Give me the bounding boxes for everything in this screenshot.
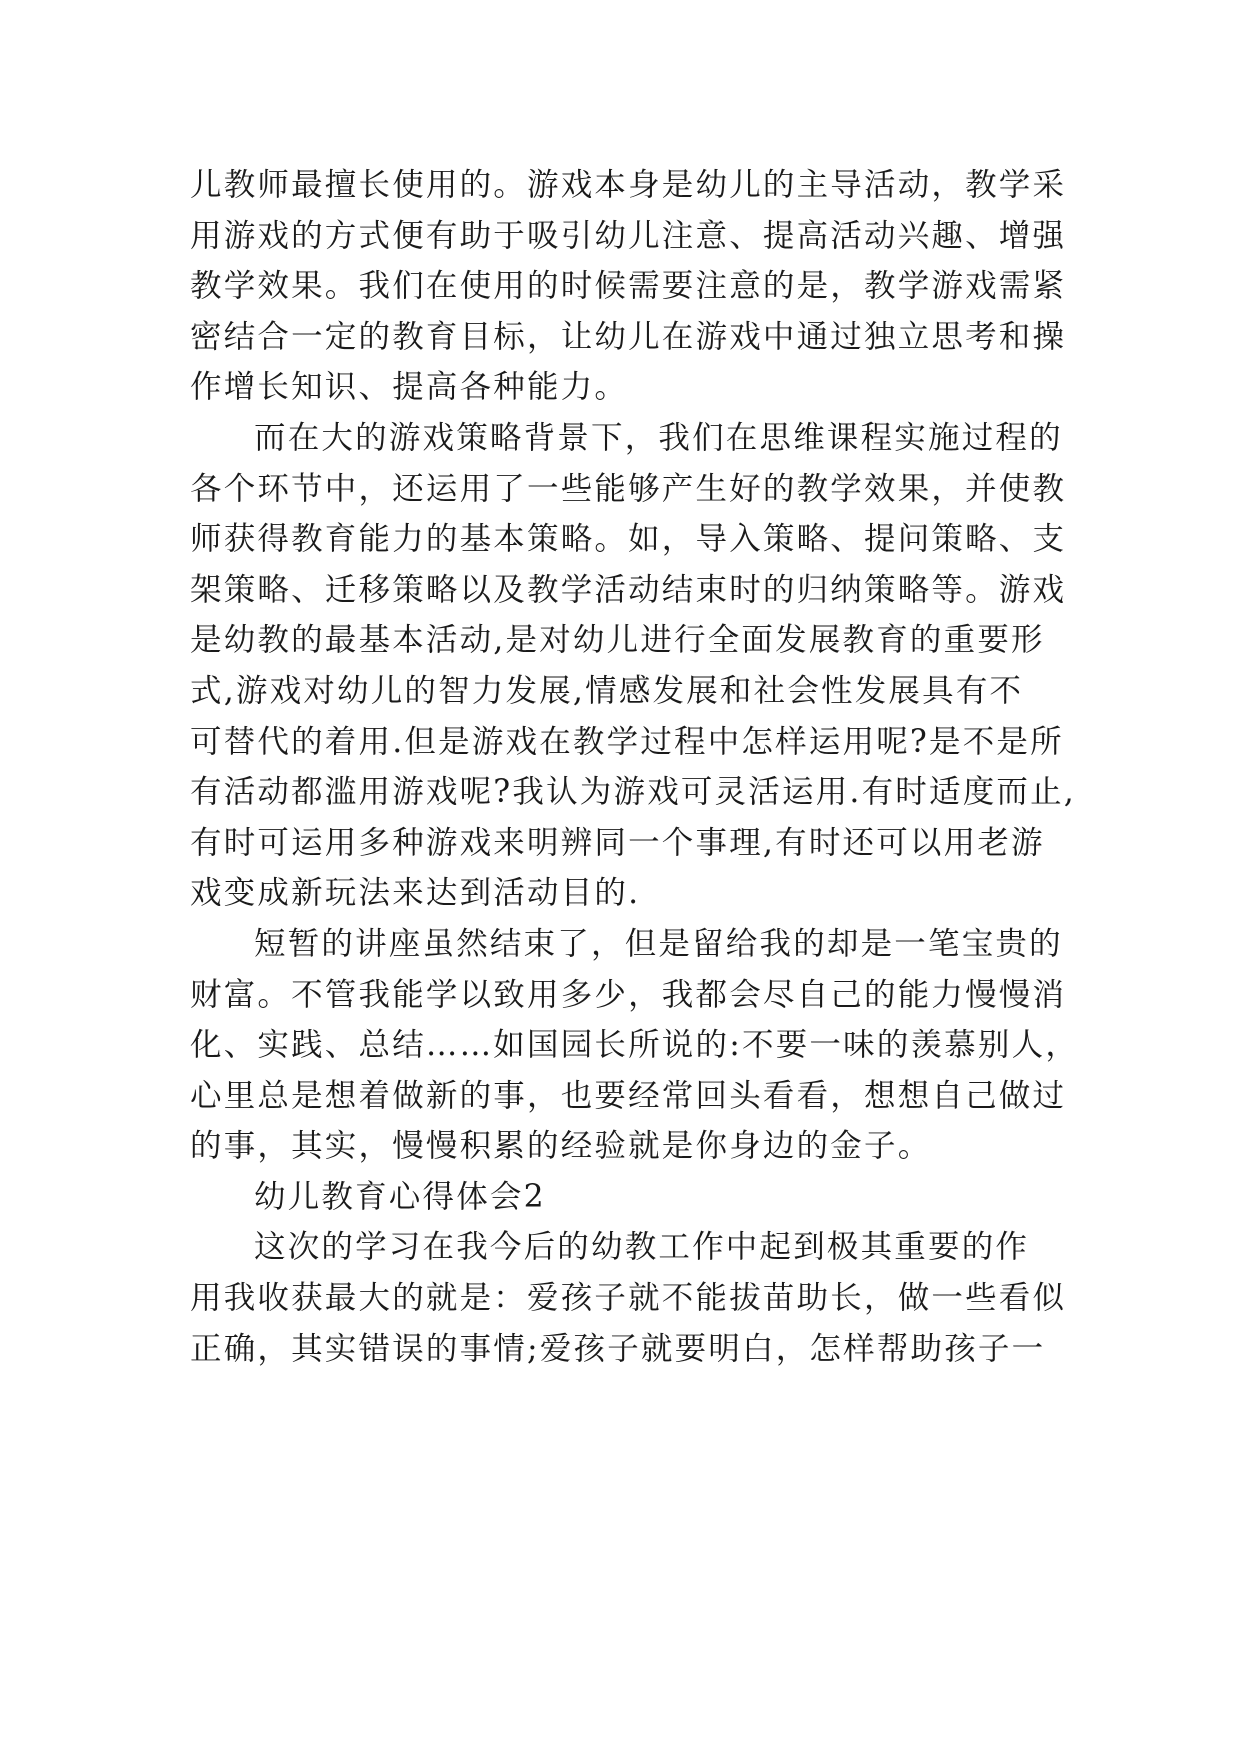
- paragraph-line: 师获得教育能力的基本策略。如，导入策略、提问策略、支: [190, 521, 1067, 558]
- paragraph-3: [190, 919, 1080, 1172]
- paragraph-line: 正确，其实错误的事情;爱孩子就要明白，怎样帮助孩子一: [190, 1330, 1046, 1367]
- paragraph-4: [190, 1222, 1067, 1374]
- paragraph-line: 用游戏的方式便有助于吸引幼儿注意、提高活动兴趣、增强: [190, 217, 1067, 254]
- paragraph-line: 短暂的讲座虽然结束了，但是留给我的却是一笔宝贵的: [254, 925, 1063, 962]
- paragraph-line: 教学效果。我们在使用的时候需要注意的是，教学游戏需紧: [190, 268, 1067, 305]
- paragraph-line: 儿教师最擅长使用的。游戏本身是幼儿的主导活动，教学采: [190, 167, 1067, 203]
- paragraph-line: 戏变成新玩法来达到活动目的.: [190, 875, 641, 912]
- paragraph-line: 是幼教的最基本活动,是对幼儿进行全面发展教育的重要形: [190, 622, 1045, 659]
- paragraph-line: 而在大的游戏策略背景下，我们在思维课程实施过程的: [254, 419, 1063, 456]
- paragraph-line: 这次的学习在我今后的幼教工作中起到极其重要的作: [254, 1229, 1030, 1266]
- paragraph-line: 化、实践、总结……如国园长所说的:不要一味的羡慕别人，: [190, 1027, 1080, 1064]
- paragraph-line: 有活动都滥用游戏呢?我认为游戏可灵活运用.有时适度而止,: [190, 774, 1077, 811]
- paragraph-1: [190, 160, 1067, 413]
- paragraph-line: 可替代的着用.但是游戏在教学过程中怎样运用呢?是不是所: [190, 723, 1064, 760]
- section-heading: 幼儿教育心得体会2: [254, 1178, 546, 1215]
- paragraph-line: 用我收获最大的就是：爱孩子就不能拔苗助长，做一些看似: [190, 1280, 1067, 1317]
- paragraph-line: 式,游戏对幼儿的智力发展,情感发展和社会性发展具有不: [190, 672, 1024, 709]
- document-body: [190, 160, 1080, 1374]
- paragraph-line: 密结合一定的教育目标，让幼儿在游戏中通过独立思考和操: [190, 318, 1067, 355]
- paragraph-2: [190, 413, 1077, 919]
- paragraph-line: 各个环节中，还运用了一些能够产生好的教学效果，并使教: [190, 470, 1067, 507]
- paragraph-line: 的事，其实，慢慢积累的经验就是你身边的金子。: [190, 1128, 932, 1165]
- paragraph-line: 有时可运用多种游戏来明辨同一个事理,有时还可以用老游: [190, 824, 1045, 861]
- paragraph-line: 心里总是想着做新的事，也要经常回头看看，想想自己做过: [190, 1077, 1067, 1114]
- paragraph-line: 作增长知识、提高各种能力。: [190, 369, 629, 406]
- paragraph-line: 财富。不管我能学以致用多少，我都会尽自己的能力慢慢消: [190, 976, 1067, 1013]
- paragraph-line: 架策略、迁移策略以及教学活动结束时的归纳策略等。游戏: [190, 571, 1067, 608]
